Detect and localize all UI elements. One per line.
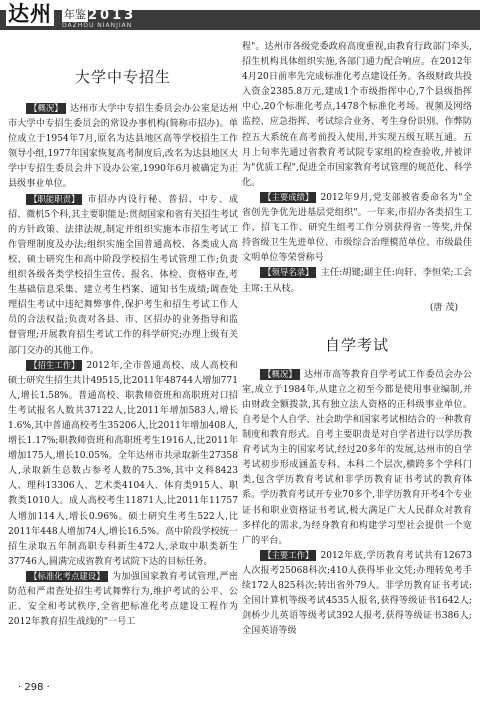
left-column <box>8 40 238 630</box>
paragraph-tag: 【招生工作】 <box>26 360 82 371</box>
running-header <box>0 0 480 38</box>
paragraph-tag: 【主要成绩】 <box>260 192 316 203</box>
paragraph-tag: 【标准化考点建设】 <box>26 571 107 582</box>
paragraph-text: 达州市高等教育自学考试工作委员会办公室,成立于1984年,从建立之初至今都是使用事业编制,并由财政全额拨款,其有独立法人资格的正科级事业单位。自考是个人自学、社会助学和国家考试相结合的一种教育制度和教育形式。自考主要职责是对自学者进行以学历教育考试为主的国家考试,经过20多年的发展,达州市的自学考试初步形成涵盖专科、本科二个层次,横跨多个学科门类,包含学历教育考试和非学历教育证书考试的教育体系。学历教育考试开专业70多个,非学历教育开考4个专业证书和职业资格证书考试,极大满足广大人民群众对教育多样化的需求,为经身教育和构建学习型社会提供一个宽广的平台。 <box>242 369 472 546</box>
paragraph-duties <box>8 193 238 359</box>
paragraph-tag: 【概况】 <box>260 369 300 380</box>
paragraph-tag: 【主要工作】 <box>260 550 316 561</box>
paragraph-tag: 【领导名录】 <box>260 267 316 278</box>
paragraph-text: 达州市大学中专招生委员会办公室是达州市大学中专招生委员会的常设办事机构(简称市招办)。单位成立于1954年7月,原名为达县地区高等学校招生工作领导小组,1977年国家恢复高考制度后,改名为达县地区大学中专招生委员会并下设办公室,1990年6月被确定为正县级事业单位。 <box>8 104 238 190</box>
paragraph-achievements <box>242 191 472 266</box>
paragraph-text: 2012年底,学历教育考试共有12673人次报考25068科次;410人获得毕业文凭;办理转免考手续172人825科次;转出省外79人。非学历教育证书考试:全国计算机等级考试4535人报名,获得等级证书1642人;剑桥少儿英语等级考试392人报考,获得等级证书386人;全国英语等级 <box>242 550 472 637</box>
paragraph-text: 市招办内设行秘、普招、中专、成招、微机5个科,其主要职能是:贯彻国家和省有关招生考试的方针政策、法律法规,制定并组织实施本市招生考试工作管理制度及办法;组织实施全国普通高校、各类成人高校、硕士研究生和高中阶段学校招生考试管理工作;负责组织各级各类学校招生宣传、报名、体检、资格审查,考生基础信息采集、建立考生档案、通知书生成绩;调查处理招生考试中违纪舞弊事件,保护考生和招生考试工作人员的合法权益;负责对各县、市、区招办的业务指导和监督管理;开展教育招生考试工作的科学研究;办理上级有关部门交办的其他工作。 <box>8 194 238 356</box>
header-year: 2013 <box>88 8 137 23</box>
paragraph-tag: 【职能职责】 <box>26 194 82 205</box>
paragraph-self-study-work <box>242 549 472 640</box>
paragraph-standard-exam-sites <box>8 570 238 630</box>
paragraph-enrollment <box>8 359 238 570</box>
paragraph-text: 为加强国家教育考试管理,严密防范和严肃查处招生考试舞弊行为,维护考试的公平、公正、安全和考试秩序,全省把标准化考点建设工程作为2012年教育招生战线的"一号工 <box>8 571 238 628</box>
author-signature: (唐 茂) <box>429 302 458 313</box>
header-title: 达州 <box>8 2 52 26</box>
right-column <box>242 40 472 639</box>
paragraph-text: 2012年9月,党支部被省委命名为"全省创先争优先进基层党组织"。一年来,市招办各类招生工作、招飞工作、研究生组考工作分别获得省一等奖,并保持省级卫生先进单位、市级综合治理模范单位、市级最佳文明单位等荣誉称号 <box>242 192 472 264</box>
header-subtitle: 年鉴 <box>64 8 86 21</box>
paragraph-text: 主任:胡键;副主任:向轩、李恒荣;工会主席:王从枝。 <box>242 268 472 294</box>
paragraph-overview <box>8 102 238 193</box>
paragraph-self-study-overview <box>242 368 472 549</box>
page-number: · 298 · <box>18 682 50 693</box>
section-title-self-study-exam: 自学考试 <box>324 335 389 354</box>
section-title-admissions: 大学中专招生 <box>74 68 171 86</box>
header-pinyin: DAZHOU NIANJIAN <box>62 22 133 29</box>
paragraph-leaders <box>242 266 472 296</box>
paragraph-tag: 【概况】 <box>26 103 66 114</box>
paragraph-continuation: 程"。达州市各级党委政府高度重视,由教育行政部门牵头,招生机构具体组织实施,各部门通力配合响应。在2012年4月20日前率先完成标准化考点建设任务。各级财政共投入资金2385.8万元,建成1个市级指挥中心,7个县级指挥中心,20个标准化考点,1478个标准化考场。视频及网络监控、应急指挥、考试综合业务、考生身份识别、作弊防控五大系统在高考前投入使用,并实现五级互联互通。五月上旬率先通过省教育考试院专家组的检查验收,并被评为"优质工程",促进全市国家教育考试管理的规范化、科学化。 <box>242 42 472 188</box>
paragraph-text: 2012年,全市普通高校、成人高校和硕士研究生招生共计49515,比2011年48744人增加771人,增长1.58%。普通高校、职教师资班和高职班对口招生考试报名人数共37122人,比2011年增加583人,增长1.6%,其中普通高校考生35206人,比2011年增加408人,增长1.17%;职教师资班和高职班考生1916人,比2011年增加175人,增长10.05%。全年达州市共录取新生27358人,录取新生总数占参考人数的75.3%,其中文科8423人、理科13306人、艺术类4104人、体育类915人、职教类1010人。成人高校考生11871人,比2011年11757人增加114人,增长0.96%。硕士研究生考生522人,比2011年448人增加74人,增长16.5%。高中阶段学校统一招生录取五年制高职专科新生472人,录取中职类新生37746人,圆满完成省教育考试院下达的目标任务。 <box>8 360 238 567</box>
